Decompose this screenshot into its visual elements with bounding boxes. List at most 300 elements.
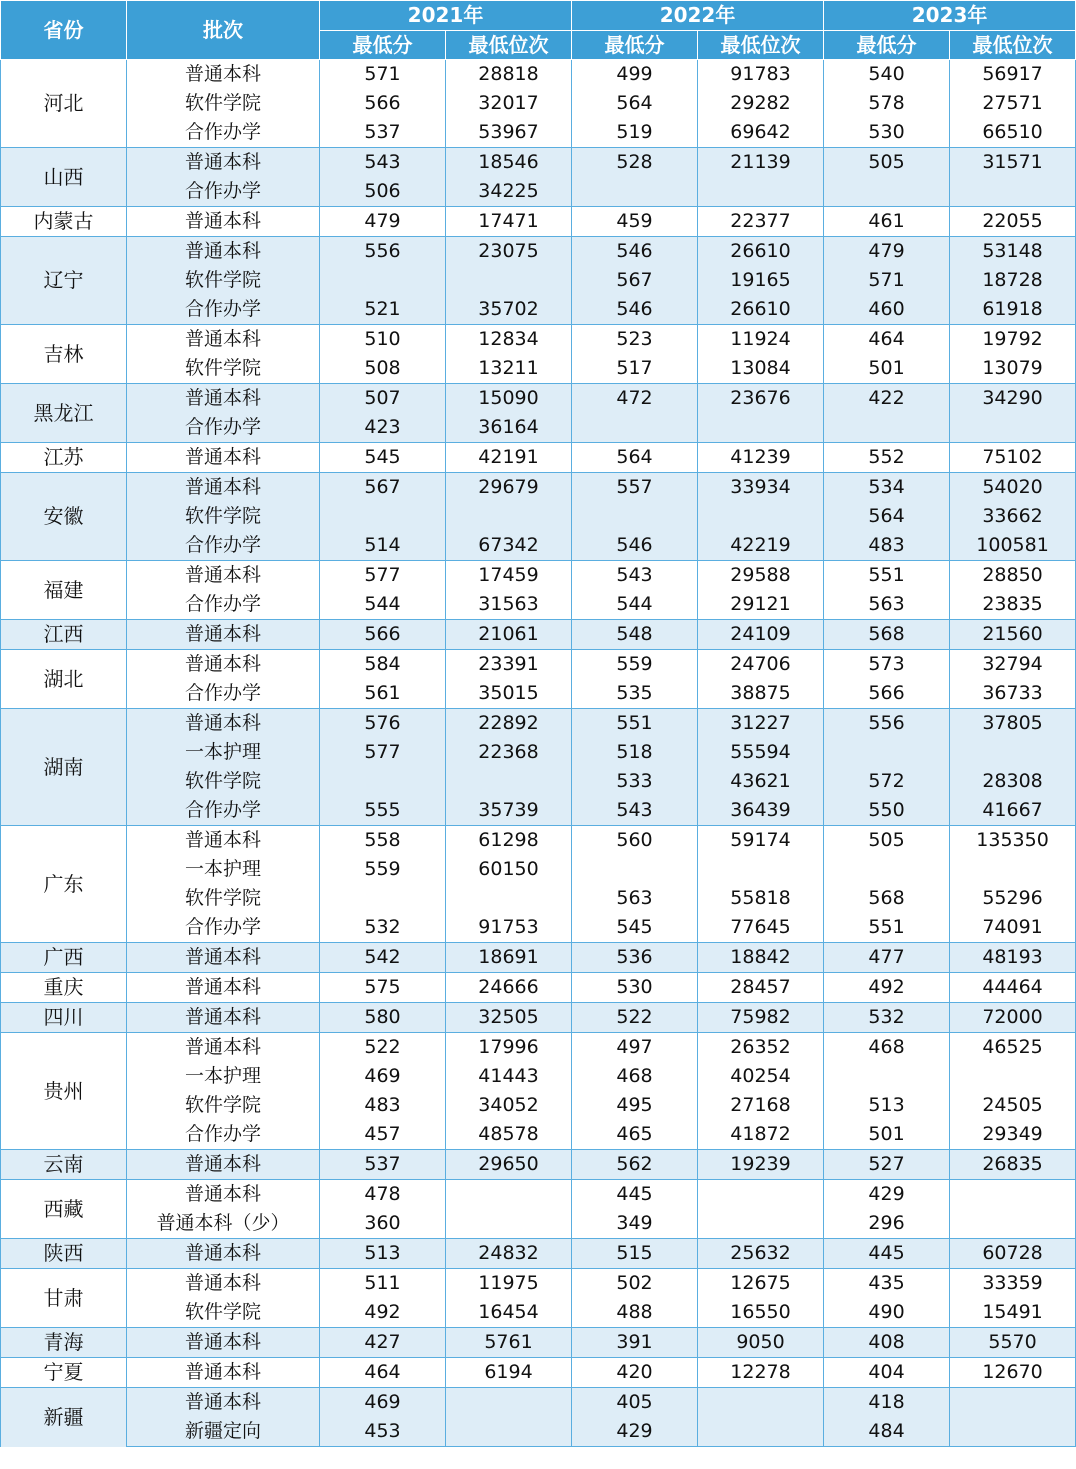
min-score-cell: 518 bbox=[572, 738, 698, 767]
min-rank-cell: 26610 bbox=[698, 237, 824, 267]
min-rank-cell: 24666 bbox=[446, 973, 572, 1003]
min-rank-cell: 32794 bbox=[950, 650, 1076, 680]
min-score-cell: 534 bbox=[824, 473, 950, 503]
batch-cell: 普通本科 bbox=[127, 473, 320, 503]
header-min-rank: 最低位次 bbox=[950, 30, 1076, 60]
min-rank-cell bbox=[950, 1417, 1076, 1447]
min-score-cell: 523 bbox=[572, 325, 698, 355]
table-row bbox=[1, 207, 1076, 237]
batch-cell: 合作办学 bbox=[127, 118, 320, 148]
min-score-cell: 505 bbox=[824, 148, 950, 178]
min-score-cell: 571 bbox=[824, 266, 950, 295]
min-rank-cell: 24832 bbox=[446, 1239, 572, 1269]
min-score-cell: 545 bbox=[320, 443, 446, 473]
min-score-cell: 560 bbox=[572, 826, 698, 856]
batch-cell: 软件学院 bbox=[127, 884, 320, 913]
table-row bbox=[1, 1388, 1076, 1418]
min-rank-cell: 28308 bbox=[950, 767, 1076, 796]
min-rank-cell: 31563 bbox=[446, 590, 572, 620]
min-score-cell: 479 bbox=[320, 207, 446, 237]
province-cell: 青海 bbox=[1, 1328, 127, 1358]
min-rank-cell: 60728 bbox=[950, 1239, 1076, 1269]
min-score-cell: 567 bbox=[572, 266, 698, 295]
min-rank-cell: 33359 bbox=[950, 1269, 1076, 1299]
min-score-cell: 542 bbox=[320, 943, 446, 973]
min-score-cell: 550 bbox=[824, 796, 950, 826]
min-score-cell: 478 bbox=[320, 1180, 446, 1210]
min-score-cell: 562 bbox=[572, 1150, 698, 1180]
min-rank-cell: 35739 bbox=[446, 796, 572, 826]
min-score-cell: 532 bbox=[824, 1003, 950, 1033]
table-header bbox=[1, 1, 1076, 60]
min-score-cell: 557 bbox=[572, 473, 698, 503]
min-score-cell: 461 bbox=[824, 207, 950, 237]
min-score-cell: 423 bbox=[320, 413, 446, 443]
table-row bbox=[1, 884, 1076, 913]
batch-cell: 普通本科 bbox=[127, 1328, 320, 1358]
min-rank-cell: 29588 bbox=[698, 561, 824, 591]
min-score-cell bbox=[320, 767, 446, 796]
min-score-cell: 584 bbox=[320, 650, 446, 680]
province-cell: 吉林 bbox=[1, 325, 127, 384]
table-row bbox=[1, 1328, 1076, 1358]
min-rank-cell: 17459 bbox=[446, 561, 572, 591]
min-rank-cell: 66510 bbox=[950, 118, 1076, 148]
province-cell: 湖南 bbox=[1, 709, 127, 826]
table-row bbox=[1, 237, 1076, 267]
min-rank-cell: 91783 bbox=[698, 60, 824, 90]
min-score-cell: 502 bbox=[572, 1269, 698, 1299]
min-score-cell: 564 bbox=[824, 502, 950, 531]
province-cell: 重庆 bbox=[1, 973, 127, 1003]
min-score-cell: 522 bbox=[572, 1003, 698, 1033]
batch-cell: 普通本科 bbox=[127, 650, 320, 680]
min-rank-cell: 91753 bbox=[446, 913, 572, 943]
batch-cell: 软件学院 bbox=[127, 767, 320, 796]
table-row bbox=[1, 1003, 1076, 1033]
min-rank-cell bbox=[950, 1388, 1076, 1418]
min-score-cell: 404 bbox=[824, 1358, 950, 1388]
min-rank-cell: 32017 bbox=[446, 89, 572, 118]
min-score-cell bbox=[824, 855, 950, 884]
min-rank-cell: 53148 bbox=[950, 237, 1076, 267]
table-row bbox=[1, 1298, 1076, 1328]
min-rank-cell bbox=[698, 1417, 824, 1447]
min-score-cell bbox=[320, 266, 446, 295]
min-rank-cell: 34052 bbox=[446, 1091, 572, 1120]
table-row bbox=[1, 502, 1076, 531]
min-rank-cell: 77645 bbox=[698, 913, 824, 943]
batch-cell: 普通本科（少） bbox=[127, 1209, 320, 1239]
min-rank-cell: 24706 bbox=[698, 650, 824, 680]
batch-cell: 普通本科 bbox=[127, 1180, 320, 1210]
min-rank-cell bbox=[446, 767, 572, 796]
min-score-cell: 505 bbox=[824, 826, 950, 856]
header-province: 省份 bbox=[1, 1, 127, 60]
min-score-cell: 464 bbox=[824, 325, 950, 355]
min-rank-cell: 29121 bbox=[698, 590, 824, 620]
table-row bbox=[1, 1209, 1076, 1239]
min-rank-cell: 55296 bbox=[950, 884, 1076, 913]
min-score-cell: 546 bbox=[572, 237, 698, 267]
min-score-cell: 349 bbox=[572, 1209, 698, 1239]
batch-cell: 合作办学 bbox=[127, 177, 320, 207]
min-rank-cell bbox=[950, 413, 1076, 443]
min-score-cell bbox=[824, 738, 950, 767]
header-min-score: 最低分 bbox=[572, 30, 698, 60]
min-rank-cell: 19165 bbox=[698, 266, 824, 295]
min-rank-cell: 22892 bbox=[446, 709, 572, 739]
min-rank-cell: 22368 bbox=[446, 738, 572, 767]
table-row bbox=[1, 943, 1076, 973]
min-score-cell: 464 bbox=[320, 1358, 446, 1388]
min-rank-cell: 24505 bbox=[950, 1091, 1076, 1120]
min-rank-cell bbox=[950, 1062, 1076, 1091]
min-rank-cell: 5761 bbox=[446, 1328, 572, 1358]
min-score-cell: 405 bbox=[572, 1388, 698, 1418]
min-score-cell bbox=[572, 413, 698, 443]
min-score-cell: 563 bbox=[824, 590, 950, 620]
min-score-cell bbox=[320, 884, 446, 913]
min-rank-cell: 29679 bbox=[446, 473, 572, 503]
batch-cell: 普通本科 bbox=[127, 60, 320, 90]
min-rank-cell bbox=[698, 855, 824, 884]
province-cell: 福建 bbox=[1, 561, 127, 620]
min-rank-cell: 15090 bbox=[446, 384, 572, 414]
min-score-cell: 515 bbox=[572, 1239, 698, 1269]
min-rank-cell: 26352 bbox=[698, 1033, 824, 1063]
min-rank-cell: 29282 bbox=[698, 89, 824, 118]
min-score-cell: 533 bbox=[572, 767, 698, 796]
province-cell: 安徽 bbox=[1, 473, 127, 561]
batch-cell: 合作办学 bbox=[127, 679, 320, 709]
min-rank-cell: 55818 bbox=[698, 884, 824, 913]
min-score-cell: 543 bbox=[572, 561, 698, 591]
table-row bbox=[1, 679, 1076, 709]
province-cell: 湖北 bbox=[1, 650, 127, 709]
min-rank-cell bbox=[446, 1209, 572, 1239]
batch-cell: 合作办学 bbox=[127, 796, 320, 826]
min-score-cell: 546 bbox=[572, 295, 698, 325]
batch-cell: 软件学院 bbox=[127, 502, 320, 531]
min-rank-cell: 67342 bbox=[446, 531, 572, 561]
table-row bbox=[1, 148, 1076, 178]
min-rank-cell: 56917 bbox=[950, 60, 1076, 90]
min-score-cell: 566 bbox=[320, 89, 446, 118]
min-score-cell: 575 bbox=[320, 973, 446, 1003]
batch-cell: 普通本科 bbox=[127, 148, 320, 178]
min-rank-cell: 21061 bbox=[446, 620, 572, 650]
min-score-cell: 519 bbox=[572, 118, 698, 148]
min-score-cell: 521 bbox=[320, 295, 446, 325]
table-row bbox=[1, 738, 1076, 767]
min-rank-cell: 25632 bbox=[698, 1239, 824, 1269]
min-rank-cell: 75982 bbox=[698, 1003, 824, 1033]
min-score-cell: 552 bbox=[824, 443, 950, 473]
min-score-cell: 483 bbox=[320, 1091, 446, 1120]
min-rank-cell: 38875 bbox=[698, 679, 824, 709]
min-rank-cell: 61918 bbox=[950, 295, 1076, 325]
min-score-cell: 536 bbox=[572, 943, 698, 973]
min-score-cell: 551 bbox=[572, 709, 698, 739]
min-score-cell: 551 bbox=[824, 561, 950, 591]
min-rank-cell: 48578 bbox=[446, 1120, 572, 1150]
min-score-cell: 497 bbox=[572, 1033, 698, 1063]
min-rank-cell: 27168 bbox=[698, 1091, 824, 1120]
min-score-cell: 546 bbox=[572, 531, 698, 561]
header-min-rank: 最低位次 bbox=[698, 30, 824, 60]
min-score-cell: 492 bbox=[320, 1298, 446, 1328]
batch-cell: 普通本科 bbox=[127, 1358, 320, 1388]
batch-cell: 合作办学 bbox=[127, 531, 320, 561]
min-score-cell: 427 bbox=[320, 1328, 446, 1358]
table-row bbox=[1, 796, 1076, 826]
table-row bbox=[1, 1091, 1076, 1120]
min-score-cell: 391 bbox=[572, 1328, 698, 1358]
min-rank-cell: 23835 bbox=[950, 590, 1076, 620]
min-rank-cell: 24109 bbox=[698, 620, 824, 650]
min-rank-cell: 27571 bbox=[950, 89, 1076, 118]
batch-cell: 软件学院 bbox=[127, 89, 320, 118]
min-score-cell: 510 bbox=[320, 325, 446, 355]
min-score-cell: 514 bbox=[320, 531, 446, 561]
min-rank-cell: 23676 bbox=[698, 384, 824, 414]
batch-cell: 软件学院 bbox=[127, 266, 320, 295]
min-score-cell: 468 bbox=[572, 1062, 698, 1091]
min-rank-cell: 21560 bbox=[950, 620, 1076, 650]
min-score-cell: 556 bbox=[320, 237, 446, 267]
table-row bbox=[1, 1150, 1076, 1180]
min-rank-cell: 41872 bbox=[698, 1120, 824, 1150]
table-row bbox=[1, 118, 1076, 148]
min-rank-cell: 28818 bbox=[446, 60, 572, 90]
min-score-cell: 530 bbox=[572, 973, 698, 1003]
min-score-cell bbox=[824, 413, 950, 443]
min-rank-cell: 17996 bbox=[446, 1033, 572, 1063]
min-score-cell: 506 bbox=[320, 177, 446, 207]
min-rank-cell: 18691 bbox=[446, 943, 572, 973]
min-score-cell: 508 bbox=[320, 354, 446, 384]
min-score-cell bbox=[572, 177, 698, 207]
min-score-cell: 457 bbox=[320, 1120, 446, 1150]
min-rank-cell: 15491 bbox=[950, 1298, 1076, 1328]
province-cell: 河北 bbox=[1, 60, 127, 148]
min-rank-cell: 23391 bbox=[446, 650, 572, 680]
batch-cell: 合作办学 bbox=[127, 413, 320, 443]
min-score-cell: 566 bbox=[320, 620, 446, 650]
min-rank-cell: 19792 bbox=[950, 325, 1076, 355]
min-score-cell: 535 bbox=[572, 679, 698, 709]
batch-cell: 合作办学 bbox=[127, 295, 320, 325]
header-year-2021: 2021年 bbox=[320, 1, 572, 31]
batch-cell: 普通本科 bbox=[127, 1239, 320, 1269]
min-score-cell: 544 bbox=[572, 590, 698, 620]
min-score-cell bbox=[320, 502, 446, 531]
min-score-cell: 501 bbox=[824, 354, 950, 384]
min-score-cell: 513 bbox=[320, 1239, 446, 1269]
province-cell: 广西 bbox=[1, 943, 127, 973]
min-score-cell: 522 bbox=[320, 1033, 446, 1063]
min-score-cell: 559 bbox=[572, 650, 698, 680]
min-score-cell: 527 bbox=[824, 1150, 950, 1180]
min-rank-cell: 34290 bbox=[950, 384, 1076, 414]
batch-cell: 普通本科 bbox=[127, 237, 320, 267]
min-score-cell: 429 bbox=[572, 1417, 698, 1447]
min-rank-cell: 36164 bbox=[446, 413, 572, 443]
min-score-cell bbox=[824, 1062, 950, 1091]
min-score-cell: 543 bbox=[320, 148, 446, 178]
min-rank-cell bbox=[950, 1209, 1076, 1239]
min-rank-cell: 61298 bbox=[446, 826, 572, 856]
table-row bbox=[1, 325, 1076, 355]
min-score-cell: 530 bbox=[824, 118, 950, 148]
table-row bbox=[1, 1033, 1076, 1063]
table-row bbox=[1, 177, 1076, 207]
min-score-cell: 528 bbox=[572, 148, 698, 178]
min-score-cell: 555 bbox=[320, 796, 446, 826]
min-score-cell: 558 bbox=[320, 826, 446, 856]
min-score-cell: 469 bbox=[320, 1062, 446, 1091]
min-rank-cell: 46525 bbox=[950, 1033, 1076, 1063]
batch-cell: 普通本科 bbox=[127, 943, 320, 973]
min-rank-cell: 31571 bbox=[950, 148, 1076, 178]
min-score-cell bbox=[572, 502, 698, 531]
min-score-cell: 573 bbox=[824, 650, 950, 680]
batch-cell: 一本护理 bbox=[127, 1062, 320, 1091]
min-score-cell: 488 bbox=[572, 1298, 698, 1328]
batch-cell: 合作办学 bbox=[127, 913, 320, 943]
min-score-cell: 420 bbox=[572, 1358, 698, 1388]
min-rank-cell: 42191 bbox=[446, 443, 572, 473]
min-score-cell: 459 bbox=[572, 207, 698, 237]
min-rank-cell: 40254 bbox=[698, 1062, 824, 1091]
min-rank-cell: 42219 bbox=[698, 531, 824, 561]
min-rank-cell: 41443 bbox=[446, 1062, 572, 1091]
min-score-cell: 577 bbox=[320, 561, 446, 591]
table-row bbox=[1, 413, 1076, 443]
batch-cell: 普通本科 bbox=[127, 207, 320, 237]
min-rank-cell: 18842 bbox=[698, 943, 824, 973]
min-score-cell: 571 bbox=[320, 60, 446, 90]
min-score-cell: 568 bbox=[824, 620, 950, 650]
table-row bbox=[1, 590, 1076, 620]
min-score-cell: 360 bbox=[320, 1209, 446, 1239]
min-rank-cell: 34225 bbox=[446, 177, 572, 207]
batch-cell: 普通本科 bbox=[127, 709, 320, 739]
table-row bbox=[1, 1417, 1076, 1447]
min-score-cell: 465 bbox=[572, 1120, 698, 1150]
min-score-cell: 499 bbox=[572, 60, 698, 90]
min-score-cell: 507 bbox=[320, 384, 446, 414]
table-row bbox=[1, 913, 1076, 943]
min-score-cell: 517 bbox=[572, 354, 698, 384]
province-cell: 山西 bbox=[1, 148, 127, 207]
min-rank-cell: 16550 bbox=[698, 1298, 824, 1328]
min-rank-cell: 19239 bbox=[698, 1150, 824, 1180]
min-rank-cell bbox=[950, 738, 1076, 767]
table-row bbox=[1, 826, 1076, 856]
min-rank-cell: 69642 bbox=[698, 118, 824, 148]
min-rank-cell: 33934 bbox=[698, 473, 824, 503]
min-rank-cell: 36733 bbox=[950, 679, 1076, 709]
header-min-score: 最低分 bbox=[824, 30, 950, 60]
batch-cell: 合作办学 bbox=[127, 1120, 320, 1150]
province-cell: 广东 bbox=[1, 826, 127, 943]
min-score-cell: 445 bbox=[824, 1239, 950, 1269]
table-row bbox=[1, 266, 1076, 295]
min-rank-cell: 23075 bbox=[446, 237, 572, 267]
min-rank-cell: 33662 bbox=[950, 502, 1076, 531]
province-cell: 江苏 bbox=[1, 443, 127, 473]
batch-cell: 普通本科 bbox=[127, 1033, 320, 1063]
header-min-score: 最低分 bbox=[320, 30, 446, 60]
min-rank-cell bbox=[698, 502, 824, 531]
table-row bbox=[1, 1062, 1076, 1091]
batch-cell: 软件学院 bbox=[127, 1091, 320, 1120]
min-score-cell: 429 bbox=[824, 1180, 950, 1210]
province-cell: 西藏 bbox=[1, 1180, 127, 1239]
batch-cell: 普通本科 bbox=[127, 620, 320, 650]
min-score-cell: 501 bbox=[824, 1120, 950, 1150]
min-rank-cell: 26835 bbox=[950, 1150, 1076, 1180]
batch-cell: 软件学院 bbox=[127, 354, 320, 384]
min-rank-cell bbox=[446, 266, 572, 295]
min-score-cell: 564 bbox=[572, 89, 698, 118]
min-rank-cell bbox=[698, 177, 824, 207]
min-rank-cell: 48193 bbox=[950, 943, 1076, 973]
table-row bbox=[1, 473, 1076, 503]
batch-cell: 普通本科 bbox=[127, 325, 320, 355]
min-rank-cell: 22055 bbox=[950, 207, 1076, 237]
min-rank-cell: 13211 bbox=[446, 354, 572, 384]
min-rank-cell: 9050 bbox=[698, 1328, 824, 1358]
min-score-cell: 563 bbox=[572, 884, 698, 913]
min-rank-cell bbox=[698, 1388, 824, 1418]
min-rank-cell bbox=[698, 413, 824, 443]
min-rank-cell: 36439 bbox=[698, 796, 824, 826]
min-score-cell: 422 bbox=[824, 384, 950, 414]
min-score-cell: 559 bbox=[320, 855, 446, 884]
table-row bbox=[1, 531, 1076, 561]
table-row bbox=[1, 709, 1076, 739]
table-row bbox=[1, 1239, 1076, 1269]
header-year-2022: 2022年 bbox=[572, 1, 824, 31]
min-score-cell: 479 bbox=[824, 237, 950, 267]
table-row bbox=[1, 620, 1076, 650]
min-score-cell: 477 bbox=[824, 943, 950, 973]
min-score-cell: 545 bbox=[572, 913, 698, 943]
min-rank-cell: 72000 bbox=[950, 1003, 1076, 1033]
min-score-cell: 532 bbox=[320, 913, 446, 943]
batch-cell: 普通本科 bbox=[127, 1003, 320, 1033]
min-score-cell: 511 bbox=[320, 1269, 446, 1299]
min-rank-cell: 22377 bbox=[698, 207, 824, 237]
min-rank-cell: 53967 bbox=[446, 118, 572, 148]
min-score-cell: 296 bbox=[824, 1209, 950, 1239]
table-body bbox=[1, 60, 1076, 1447]
min-rank-cell: 43621 bbox=[698, 767, 824, 796]
min-rank-cell: 28850 bbox=[950, 561, 1076, 591]
province-cell: 新疆 bbox=[1, 1388, 127, 1447]
min-rank-cell: 26610 bbox=[698, 295, 824, 325]
min-score-cell: 490 bbox=[824, 1298, 950, 1328]
min-score-cell: 543 bbox=[572, 796, 698, 826]
min-rank-cell bbox=[446, 884, 572, 913]
province-cell: 四川 bbox=[1, 1003, 127, 1033]
min-rank-cell: 35702 bbox=[446, 295, 572, 325]
batch-cell: 一本护理 bbox=[127, 738, 320, 767]
min-score-cell: 435 bbox=[824, 1269, 950, 1299]
